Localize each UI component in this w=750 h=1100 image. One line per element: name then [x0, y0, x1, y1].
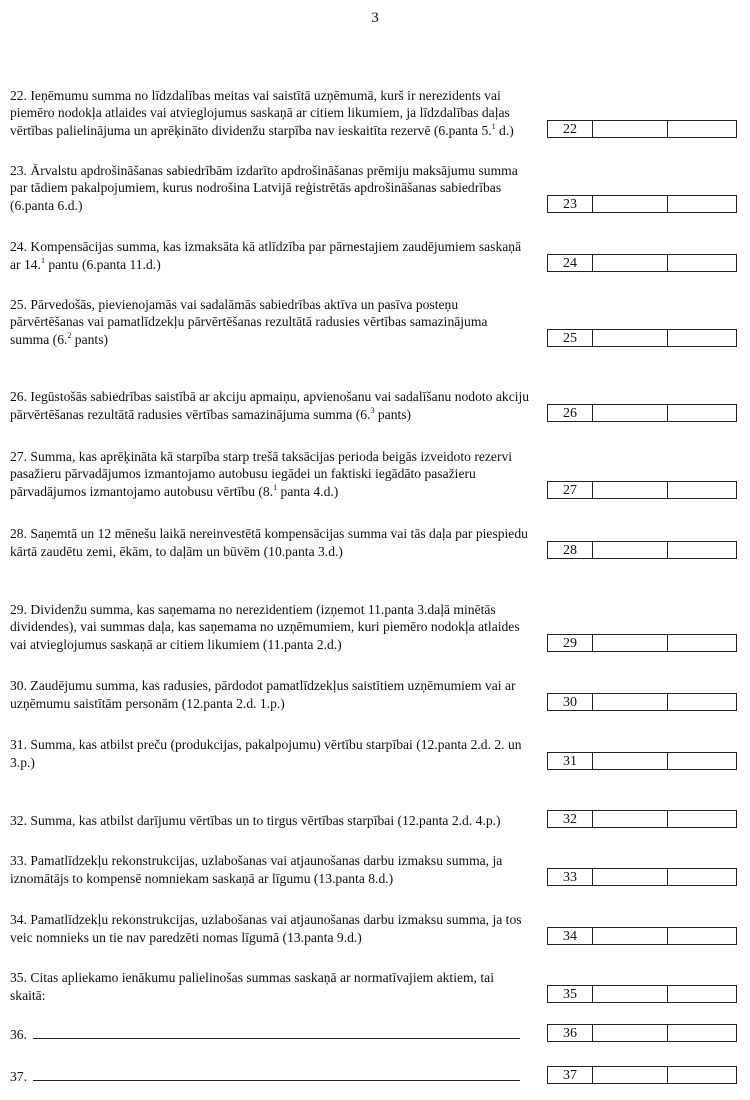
- blank-entry-line[interactable]: [33, 1068, 520, 1081]
- item-description: Citas apliekamo ienākumu palielinošas summas saskaņā ar normatīvajiem aktiem, tai skaitā:: [10, 970, 494, 1003]
- item-number: 33.: [10, 853, 27, 868]
- item-number: 34.: [10, 912, 27, 927]
- page-number: 3: [371, 10, 379, 26]
- row-code: 24: [548, 255, 593, 271]
- item-number: 30.: [10, 678, 27, 693]
- row-code: 23: [548, 196, 593, 212]
- item-number: 37.: [10, 1068, 27, 1084]
- item-description: Zaudējumu summa, kas radusies, pārdodot pamatlīdzekļus saistītiem uzņēmumiem vai ar uzņēmumu saistītām personām (12.panta 2.d. 1.p.): [10, 678, 516, 711]
- item-description: Summa, kas atbilst preču (produkcijas, pakalpojumu) vērtību starpībai (12.panta 2.d. 2. un 3.p.): [10, 737, 522, 770]
- superscript: 1: [273, 482, 278, 492]
- item-description: Summa, kas aprēķināta kā starpība starp trešā taksācijas perioda beigās izveidoto rezervi pasažieru pārvadājumos izmantojamo autobusu iegādei un faktiski iegādāto pasažieru pārvadājumos izmantojamo autobusu vērtību (8.: [10, 448, 513, 499]
- item-description-suffix: panta 4.d.): [277, 483, 339, 499]
- value-cell-1[interactable]: [593, 1067, 668, 1083]
- item-number: 22.: [10, 87, 27, 103]
- superscript: 1: [40, 255, 45, 265]
- item-description: Pamatlīdzekļu rekonstrukcijas, uzlabošanas vai atjaunošanas darbu izmaksu summa, ja iznomātājs to kompensē nomniekam saskaņā ar līgumu (13.panta 8.d.): [10, 853, 503, 886]
- row-code: 27: [548, 482, 593, 498]
- item-description: Kompensācijas summa, kas izmaksāta kā atlīdzība par pārnestajiem zaudējumiem saskaņā ar 14.: [10, 239, 522, 272]
- item-description: Pārvedošās, pievienojamās vai sadalāmās sabiedrības aktīva un pasīva posteņu pārvērtēšanas vai pamatlīdzekļu pārvērtēšanas rezultātā radusies vērtības samazinājuma summa (6.: [10, 296, 488, 347]
- item-description: Saņemtā un 12 mēnešu laikā nereinvestētā kompensācijas summa vai tās daļa par piespiedu kārtā zaudētu zemi, ēkām, to daļām un būvēm (10.panta 3.d.): [10, 526, 528, 559]
- item-number: 36.: [10, 1026, 27, 1042]
- row-code: 33: [548, 869, 593, 885]
- row-code: 30: [548, 694, 593, 710]
- row-code: 26: [548, 405, 593, 421]
- item-description: Summa, kas atbilst darījumu vērtības un to tirgus vērtības starpībai (12.panta 2.d. 4.p.): [30, 812, 501, 828]
- row-code: 32: [548, 811, 593, 827]
- item-description: Iegūstošās sabiedrības saistībā ar akciju apmaiņu, apvienošanu vai sadalīšanu nodoto akciju pārvērtēšanas rezultātā radusies vērtības samazinājuma summa (6.: [10, 389, 530, 422]
- row-code: 35: [548, 986, 593, 1002]
- item-number: 28.: [10, 526, 27, 541]
- item-number: 24.: [10, 239, 27, 254]
- row-text: [10, 1068, 530, 1086]
- item-description-suffix: pants): [374, 406, 412, 422]
- value-cell-2[interactable]: [668, 1067, 736, 1083]
- row-code: 29: [548, 635, 593, 651]
- item-description-suffix: pantu (6.panta 11.d.): [44, 256, 161, 272]
- item-description: Pamatlīdzekļu rekonstrukcijas, uzlabošanas vai atjaunošanas darbu izmaksu summa, ja tos veic nomnieks un tie nav paredzēti nomas līgumā (13.panta 9.d.): [10, 912, 522, 945]
- code-box: [547, 1066, 737, 1084]
- item-description: Ārvalstu apdrošināšanas sabiedrībām izdarīto apdrošināšanas prēmiju maksājumu summa par tādiem pakalpojumiem, kurus nodrošina Latvijā reģistrētās apdrošināšanas sabiedrības (6.panta 6.d.): [10, 162, 518, 213]
- item-number: 26.: [10, 389, 27, 404]
- row-code: 31: [548, 753, 593, 769]
- row-code: 36: [548, 1025, 593, 1041]
- superscript: 2: [67, 330, 72, 340]
- row-code: 28: [548, 542, 593, 558]
- item-number: 29.: [10, 601, 27, 617]
- row-code: 37: [548, 1067, 593, 1083]
- row-code: 34: [548, 928, 593, 944]
- item-number: 35.: [10, 970, 27, 985]
- superscript: 3: [370, 405, 375, 415]
- item-number: 27.: [10, 448, 27, 464]
- item-description: Dividenžu summa, kas saņemama no nerezidentiem (izņemot 11.panta 3.daļā minētās dividendes), vai summas daļa, kas saņemama no uzņēmumiem, kuri piemēro nodokļa atlaides vai atvieglojumus saskaņā ar citiem likumiem (11.panta 2.d.): [10, 601, 520, 652]
- item-description-suffix: d.): [495, 122, 514, 138]
- row-code: 22: [548, 121, 593, 137]
- item-description: Ieņēmumu summa no līdzdalības meitas vai saistītā uzņēmumā, kurš ir nerezidents vai piemēro nodokļa atlaides vai atvieglojumus saskaņā ar citiem likumiem, ja līdzdalības daļas vērtības palielinājuma un aprēķināto dividenžu starpība nav ieskaitīta rezervē (6.panta 5.: [10, 87, 510, 138]
- form-row-37: [10, 965, 740, 1085]
- item-number: 31.: [10, 737, 27, 752]
- superscript: 1: [491, 121, 496, 131]
- item-number: 23.: [10, 162, 27, 178]
- item-description-suffix: pants): [71, 331, 109, 347]
- item-number: 25.: [10, 296, 27, 312]
- item-number: 32.: [10, 812, 27, 828]
- row-code: 25: [548, 330, 593, 346]
